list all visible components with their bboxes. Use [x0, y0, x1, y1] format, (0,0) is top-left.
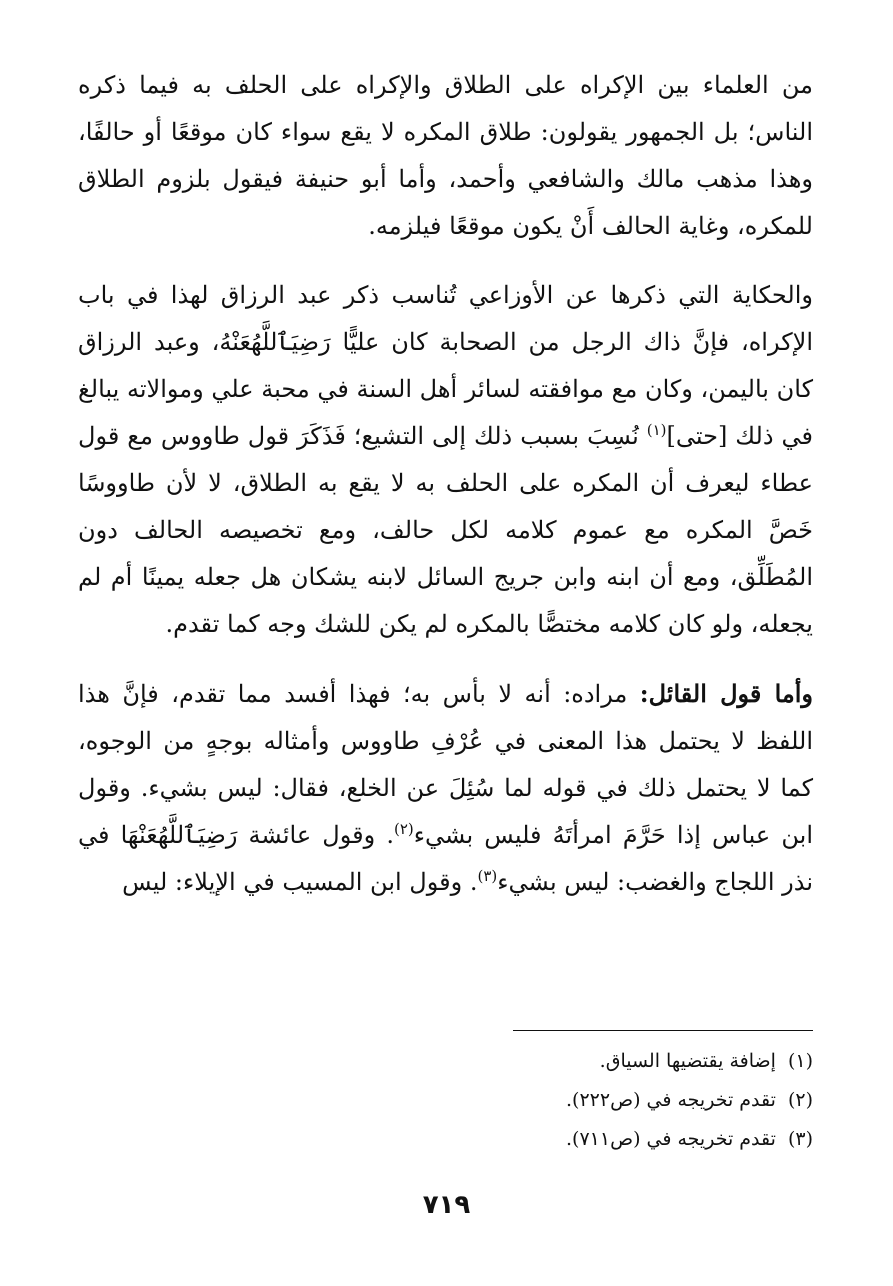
footnote-3 [78, 1120, 813, 1159]
footnote-1-number: (١) [787, 1050, 813, 1072]
footnotes [78, 1042, 813, 1159]
footnote-2-text: تقدم تخريجه في (ص٢٢٢). [566, 1089, 776, 1111]
paragraph-2-text-after: نُسِبَ بسبب ذلك إلى التشيع؛ فَذَكَرَ قول طاووس مع قول عطاء ليعرف أن المكره على الحلف به لا يقع به الطلاق، لا لأن طاووسًا خَصَّ المكره مع عموم كلامه لكل حالف، ومع تخصيصه الحالف دون المُطَلِّق، ومع أن ابنه وابن جريج السائل لابنه يشكان هل جعله يمينًا أم لم يجعله، ولو كان كلامه مختصًّا بالمكره لم يكن للشك وجه كما تقدم. [78, 422, 813, 638]
footnote-2-number: (٢) [787, 1089, 813, 1111]
page-body [78, 62, 813, 928]
paragraph-1 [78, 62, 813, 250]
paragraph-1-text: من العلماء بين الإكراه على الطلاق والإكراه على الحلف به فيما ذكره الناس؛ بل الجمهور يقولون: طلاق المكره لا يقع سواء كان موقعًا أو حالفًا، وهذا مذهب مالك والشافعي وأحمد، وأما أبو حنيفة فيقول بلزوم الطلاق للمكره، وغاية الحالف أَنْ يكون موقعًا فيلزمه. [78, 71, 813, 240]
paragraph-3-lead: وأما قول القائل: [639, 679, 813, 708]
paragraph-2-text-before: والحكاية التي ذكرها عن الأوزاعي تُناسب ذكر عبد الرزاق لهذا في باب الإكراه، فإنَّ ذاك الرجل من الصحابة كان عليًّا رَضِيَٱللَّهُعَنْهُ، وعبد الرزاق كان باليمن، وكان مع موافقته لسائر أهل السنة في محبة علي وموالاته يبالغ في ذلك [حتى] [78, 281, 813, 450]
footnote-3-text: تقدم تخريجه في (ص٧١١). [566, 1128, 776, 1150]
footnote-divider [513, 1030, 813, 1031]
page-number: ٧١٩ [422, 1190, 471, 1220]
footnote-1 [78, 1042, 813, 1081]
footnote-3-number: (٣) [787, 1128, 813, 1150]
paragraph-3 [78, 670, 813, 906]
footnote-ref-2[interactable]: (٢) [393, 820, 414, 838]
paragraph-3-text-3: . وقول ابن المسيب في الإيلاء: ليس [122, 868, 478, 896]
footnote-2 [78, 1081, 813, 1120]
footnote-ref-3[interactable]: (٣) [477, 867, 498, 885]
paragraph-3-text-1: مراده: أنه لا بأس به؛ فهذا أفسد مما تقدم، فإنَّ هذا اللفظ لا يحتمل هذا المعنى في عُرْفِ طاووس وأمثاله بوجهٍ من الوجوه، كما لا يحتمل ذلك في قوله لما سُئِلَ عن الخلع، فقال: ليس بشيء. وقول ابن عباس إذا حَرَّمَ امرأتَهُ فليس بشيء [78, 680, 814, 849]
footnote-1-text: إضافة يقتضيها السياق. [599, 1050, 776, 1072]
paragraph-3-text-2: . وقول عائشة رَضِيَٱللَّهُعَنْهَا في نذر اللجاج والغضب: ليس بشيء [78, 821, 813, 896]
footnote-ref-1[interactable]: (١) [646, 421, 667, 439]
paragraph-2 [78, 272, 813, 648]
